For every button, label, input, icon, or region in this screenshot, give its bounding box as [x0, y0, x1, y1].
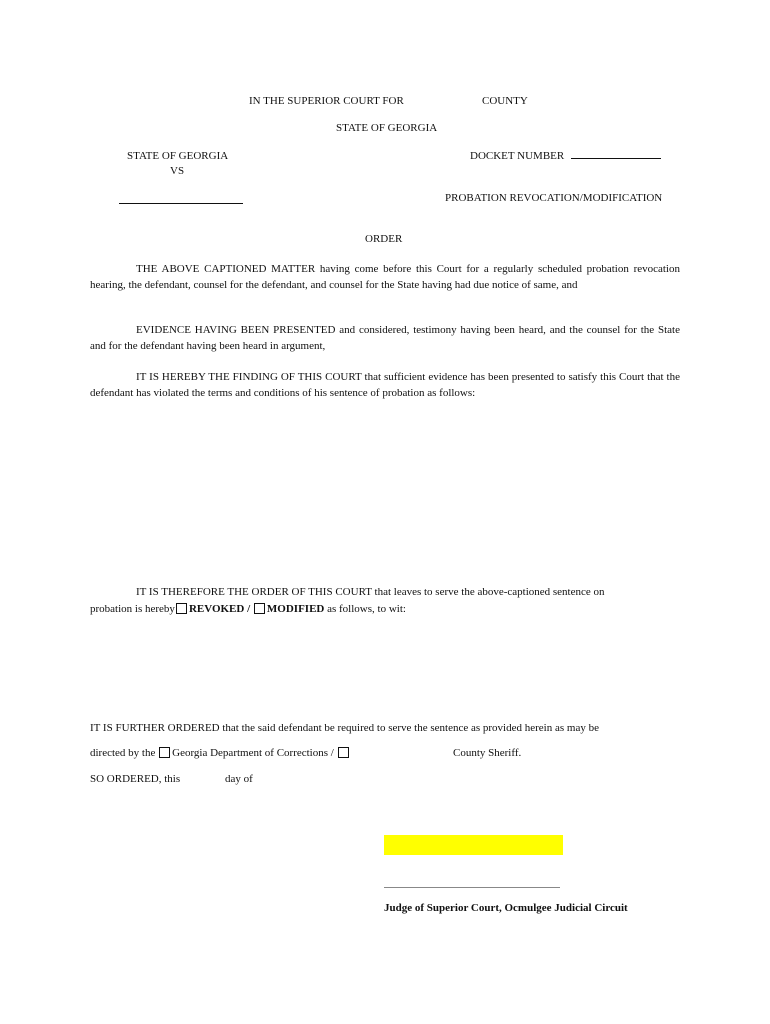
directed-by-label: directed by the — [90, 747, 156, 759]
revoke-modify-row — [90, 603, 406, 615]
sheriff-checkbox[interactable] — [338, 747, 349, 758]
revoke-suffix: as follows, to wit: — [327, 603, 406, 615]
modified-label: MODIFIED — [266, 603, 325, 615]
so-ordered-label: SO ORDERED, this — [90, 773, 181, 785]
revoked-checkbox[interactable] — [176, 603, 187, 614]
docket-number-label: DOCKET NUMBER — [470, 150, 565, 162]
revoke-prefix: probation is hereby — [90, 603, 175, 615]
court-line: IN THE SUPERIOR COURT FOR — [249, 95, 404, 107]
gdc-label: Georgia Department of Corrections / — [172, 747, 334, 759]
case-type: PROBATION REVOCATION/MODIFICATION — [445, 192, 663, 204]
county-label: COUNTY — [482, 95, 528, 107]
defendant-name-field[interactable] — [119, 203, 243, 204]
paragraph-order — [90, 585, 680, 601]
paragraph-captioned-matter — [90, 262, 680, 293]
signature-line — [384, 887, 560, 888]
gdc-checkbox[interactable] — [159, 747, 170, 758]
paragraph-text: IT IS THEREFORE THE ORDER OF THIS COURT that leaves to serve the above-captioned sentence on — [136, 586, 605, 598]
docket-number-row — [470, 150, 661, 162]
day-of-label: day of — [225, 773, 253, 785]
order-title: ORDER — [365, 233, 403, 245]
paragraph-evidence — [90, 323, 680, 354]
further-ordered-line: IT IS FURTHER ORDERED that the said defendant be required to serve the sentence as provided herein as may be — [90, 722, 599, 734]
docket-number-field[interactable] — [571, 158, 661, 159]
paragraph-text: IT IS HEREBY THE FINDING OF THIS COURT that sufficient evidence has been presented to satisfy this Court that the defendant has violated the terms and conditions of his sentence of probation as follows: — [90, 371, 680, 399]
modified-checkbox[interactable] — [254, 603, 265, 614]
paragraph-finding — [90, 370, 680, 401]
revoked-label: REVOKED / — [188, 603, 251, 615]
judge-title: Judge of Superior Court, Ocmulgee Judicial Circuit — [384, 902, 628, 914]
sheriff-label: County Sheriff. — [453, 747, 522, 759]
directed-by-row — [90, 747, 351, 759]
paragraph-text: EVIDENCE HAVING BEEN PRESENTED and considered, testimony having been heard, and the counsel for the State and for the defendant having been heard in argument, — [90, 324, 680, 352]
state-heading: STATE OF GEORGIA — [336, 122, 438, 134]
signature-field[interactable] — [384, 835, 563, 855]
paragraph-text: THE ABOVE CAPTIONED MATTER having come before this Court for a regularly scheduled probation revocation hearing, the defendant, counsel for the defendant, and counsel for the State having had due notice of same, and — [90, 263, 680, 291]
plaintiff-name: STATE OF GEORGIA — [127, 150, 229, 162]
versus-label: VS — [170, 165, 185, 177]
